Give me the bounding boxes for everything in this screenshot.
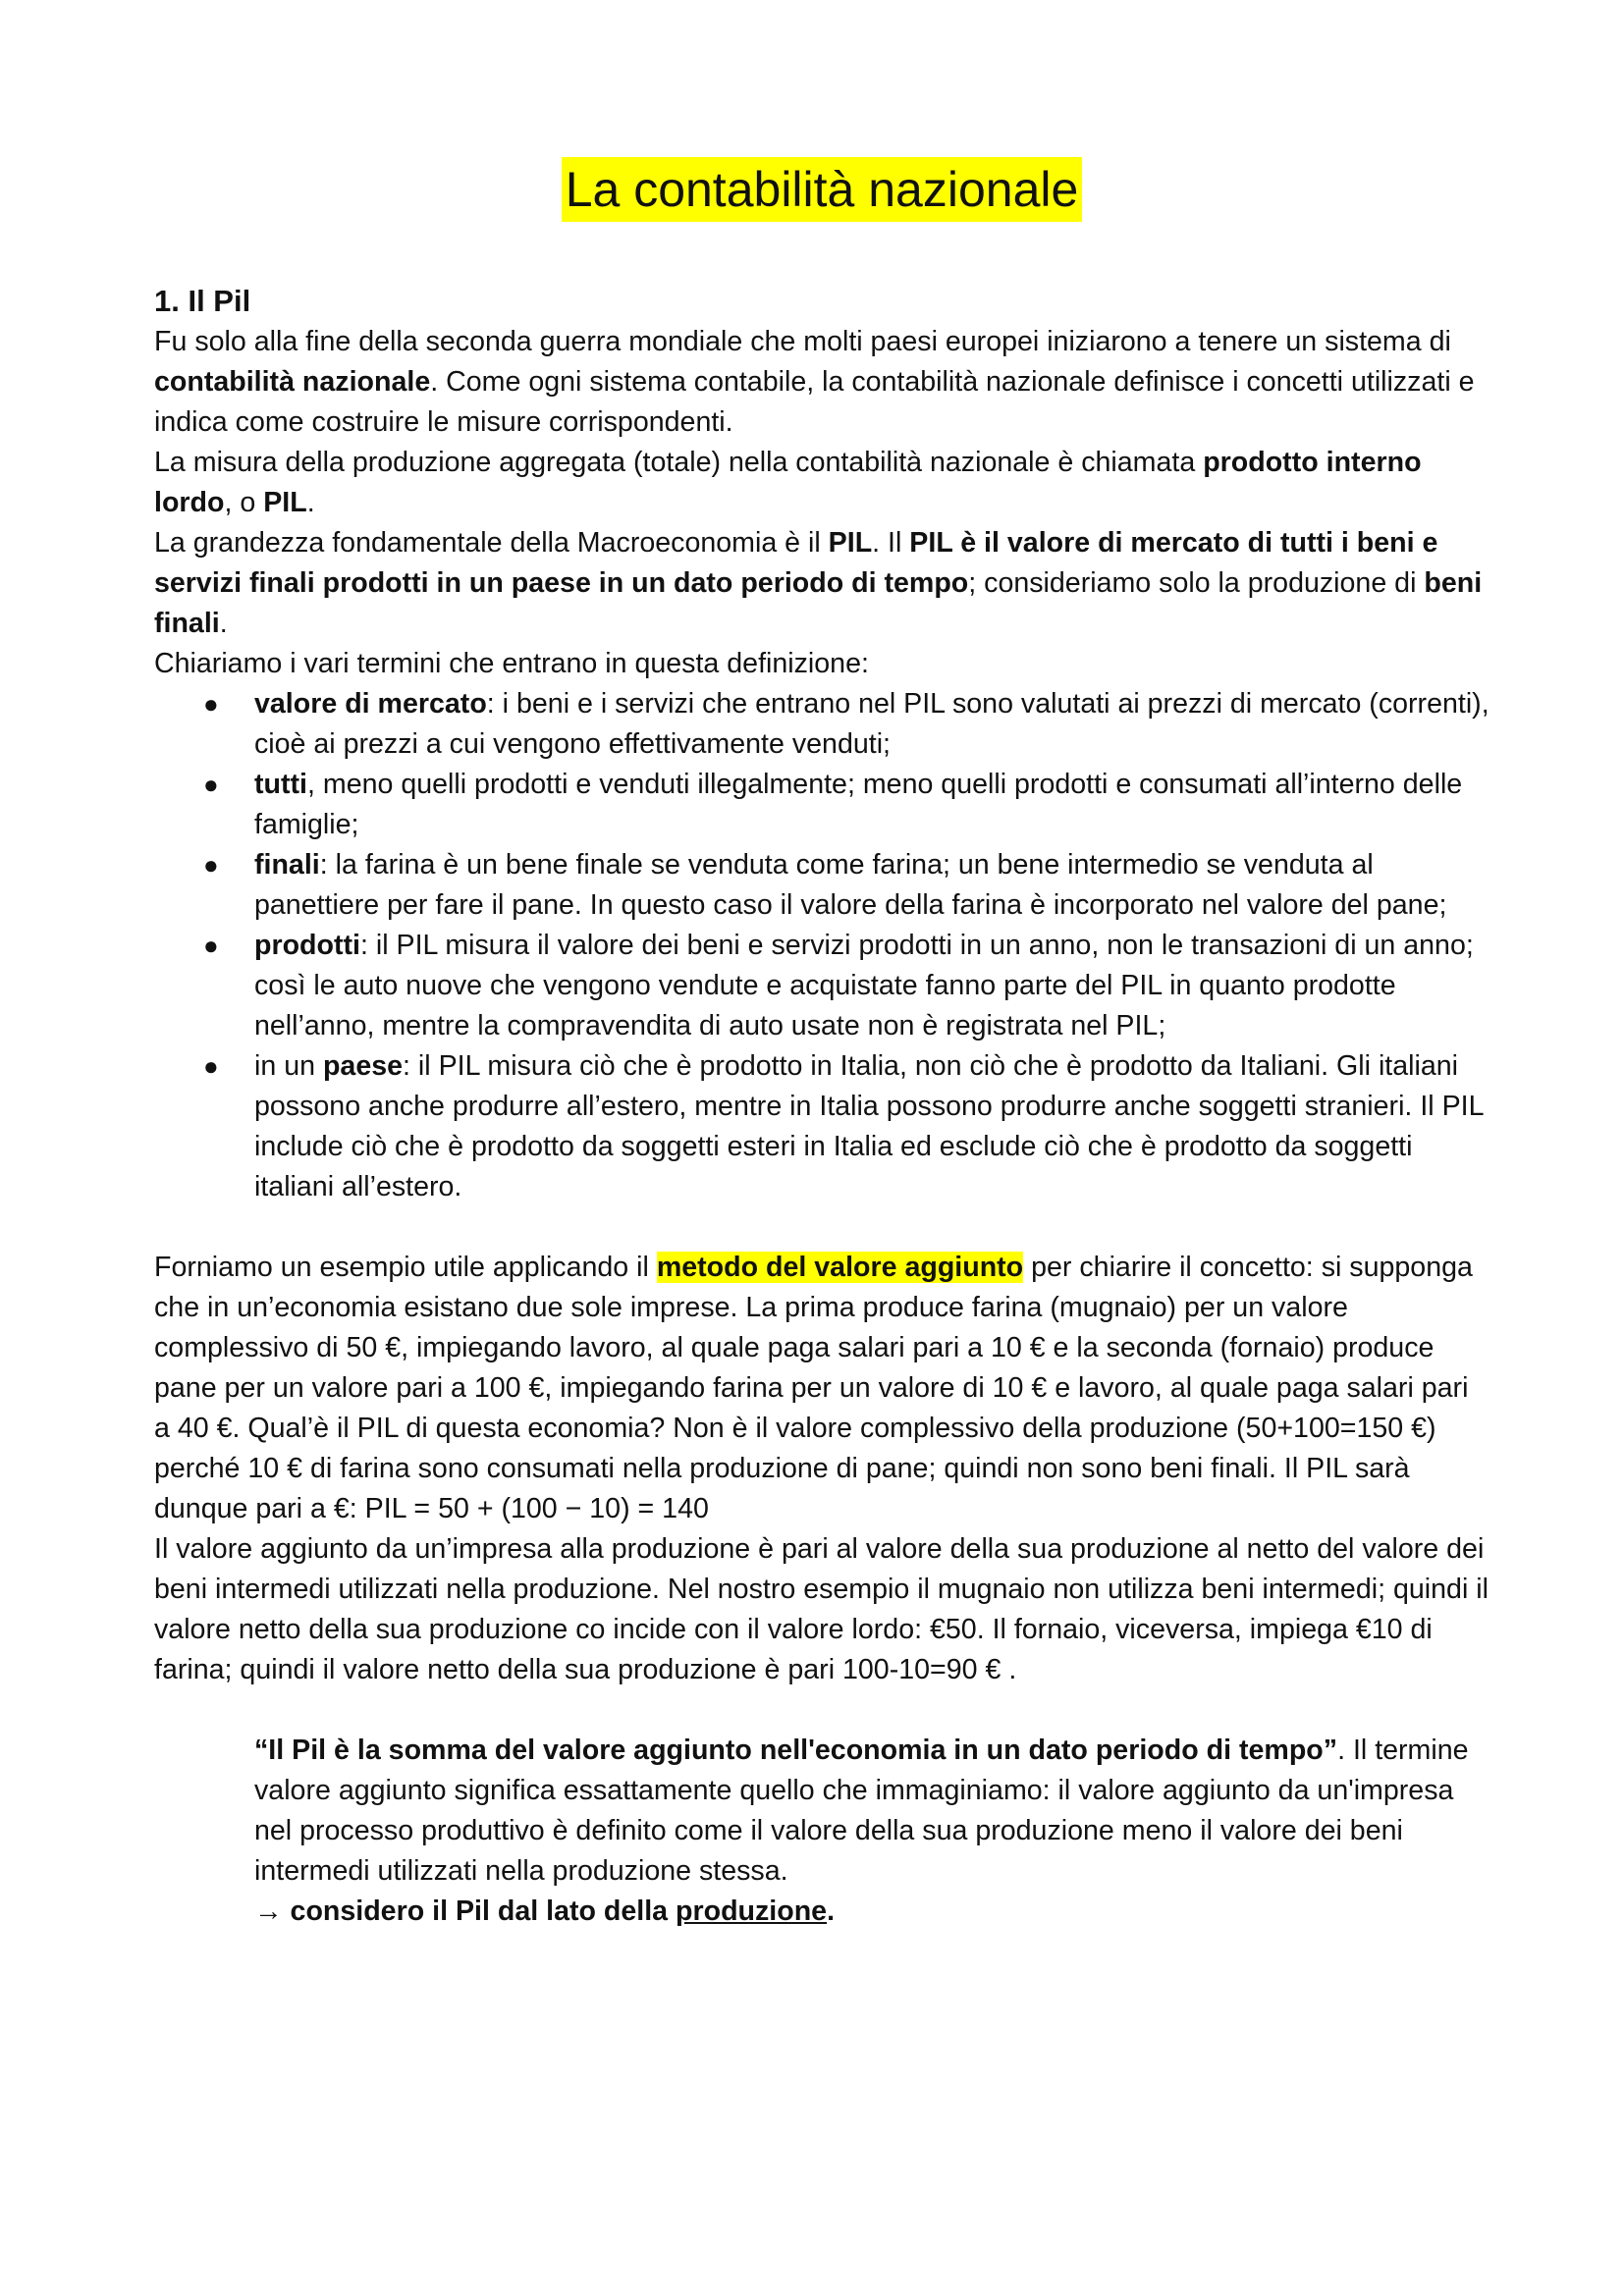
paragraph-pil-definition bbox=[154, 443, 1489, 523]
text-run: considero il Pil dal lato della bbox=[282, 1896, 677, 1927]
text-run: : i beni e i servizi che entrano nel PIL sono valutati ai prezzi di mercato (correnti), cioè ai prezzi a cui vengono effettivamente venduti; bbox=[254, 688, 1489, 760]
section-heading: 1. Il Pil bbox=[154, 284, 251, 318]
bold-term: paese bbox=[322, 1050, 404, 1082]
text-run: La misura della produzione aggregata (totale) nella contabilità nazionale è chiamata bbox=[154, 447, 1204, 478]
bullet-icon: ● bbox=[203, 770, 219, 799]
list-item bbox=[154, 845, 1489, 926]
bold-quote: “Il Pil è la somma del valore aggiunto nell'economia in un dato periodo di tempo” bbox=[254, 1735, 1338, 1766]
text-run: Fu solo alla fine della seconda guerra mondiale che molti paesi europei iniziarono a tenere un sistema di bbox=[154, 326, 1451, 357]
bold-term: prodotto interno lordo bbox=[154, 447, 1422, 518]
paragraph-terms-intro: Chiariamo i vari termini che entrano in questa definizione: bbox=[154, 648, 869, 679]
bold-term: beni finali bbox=[154, 567, 1483, 639]
bold-term: finali bbox=[254, 849, 320, 881]
underlined-term: produzione bbox=[676, 1896, 828, 1927]
paragraph-intro bbox=[154, 322, 1489, 443]
paragraph-example bbox=[154, 1248, 1489, 1529]
text-run: . Il termine valore aggiunto significa essattamente quello che immaginiamo: il valore aggiunto da un'impresa nel processo produttivo è definito come il valore della sua produzione meno il valore dei beni intermedi utilizzati nella produzione stessa. bbox=[254, 1735, 1469, 1887]
paragraph-macro bbox=[154, 523, 1489, 644]
text-run: Forniamo un esempio utile applicando il bbox=[154, 1252, 657, 1283]
bullet-icon: ● bbox=[203, 931, 219, 960]
text-run: , o bbox=[224, 487, 264, 518]
text-run: , meno quelli prodotti e venduti illegalmente; meno quelli prodotti e consumati all’interno delle famiglie; bbox=[254, 769, 1463, 840]
paragraph-value-added: Il valore aggiunto da un’impresa alla produzione è pari al valore della sua produzione al netto del valore dei beni intermedi utilizzati nella produzione. Nel nostro esempio il mugnaio non utilizza beni intermedi; quindi il valore netto della sua produzione co incide con il valore lordo: €50. Il fornaio, viceversa, impiega €10 di farina; quindi il valore netto della sua produzione è pari 100-10=90 € . bbox=[154, 1533, 1489, 1685]
bullet-icon: ● bbox=[203, 850, 219, 880]
text-run: . Il bbox=[872, 527, 910, 559]
quote-block bbox=[154, 1731, 1489, 1892]
document-page bbox=[154, 157, 1489, 1932]
spacer bbox=[154, 1207, 1489, 1248]
list-item bbox=[154, 765, 1489, 845]
bold-term: PIL bbox=[828, 527, 873, 559]
bullet-icon: ● bbox=[203, 689, 219, 719]
bold-term: PIL bbox=[263, 487, 307, 518]
text-run: : la farina è un bene finale se venduta come farina; un bene intermedio se venduta al panettiere per fare il pane. In questo caso il valore della farina è incorporato nel valore del pane; bbox=[254, 849, 1447, 921]
text-run: ; consideriamo solo la produzione di bbox=[968, 567, 1425, 599]
bold-term: valore di mercato bbox=[254, 688, 487, 720]
text-run: . bbox=[306, 487, 315, 518]
text-run: La grandezza fondamentale della Macroeconomia è il bbox=[154, 527, 829, 559]
bold-term: contabilità nazionale bbox=[154, 366, 431, 398]
text-run: : il PIL misura ciò che è prodotto in Italia, non ciò che è prodotto da Italiani. Gli italiani possono anche produrre all’estero, mentre in Italia possono produrre anche soggetti stranieri. Il PIL include ciò che è prodotto da soggetti esteri in Italia ed esclude ciò che è prodotto da soggetti italiani all’estero. bbox=[254, 1050, 1484, 1202]
text-run: in un bbox=[254, 1050, 323, 1082]
text-run: . Come ogni sistema contabile, la contabilità nazionale definisce i concetti utilizzati e indica come costruire le misure corrispondenti. bbox=[154, 366, 1475, 438]
highlighted-term: metodo del valore aggiunto bbox=[656, 1252, 1024, 1283]
conclusion-line bbox=[154, 1892, 1489, 1932]
bold-term: tutti bbox=[254, 769, 307, 800]
text-run: : il PIL misura il valore dei beni e servizi prodotti in un anno, non le transazioni di un anno; così le auto nuove che vengono vendute e acquistate fanno parte del PIL in quanto prodotte nell’anno, mentre la compravendita di auto usate non è registrata nel PIL; bbox=[254, 930, 1474, 1041]
list-item bbox=[154, 684, 1489, 765]
text-run: per chiarire il concetto: si supponga che in un’economia esistano due sole imprese. La prima produce farina (mugnaio) per un valore complessivo di 50 €, impiegando lavoro, al quale paga salari pari a 10 € e la seconda (fornaio) produce pane per un valore pari a 100 €, impiegando farina per un valore di 10 € e lavoro, al quale paga salari pari a 40 €. Qual’è il PIL di questa economia? Non è il valore complessivo della produzione (50+100=150 €) perché 10 € di farina sono consumati nella produzione di pane; quindi non sono beni finali. Il PIL sarà dunque pari a €: PIL = 50 + (100 − 10) = 140 bbox=[154, 1252, 1473, 1524]
bold-term: prodotti bbox=[254, 930, 360, 961]
title-wrap bbox=[154, 157, 1489, 222]
arrow-right-icon: → bbox=[254, 1896, 283, 1927]
text-run: . bbox=[219, 608, 228, 639]
terms-list bbox=[154, 684, 1489, 1207]
list-item bbox=[154, 926, 1489, 1046]
text-run: . bbox=[827, 1896, 836, 1927]
document-title: La contabilità nazionale bbox=[562, 157, 1083, 222]
list-item bbox=[154, 1046, 1489, 1207]
spacer bbox=[154, 1690, 1489, 1731]
bold-term: PIL è il valore di mercato di tutti i beni e servizi finali prodotti in un paese in un dato periodo di tempo bbox=[154, 527, 1438, 599]
bullet-icon: ● bbox=[203, 1051, 219, 1081]
